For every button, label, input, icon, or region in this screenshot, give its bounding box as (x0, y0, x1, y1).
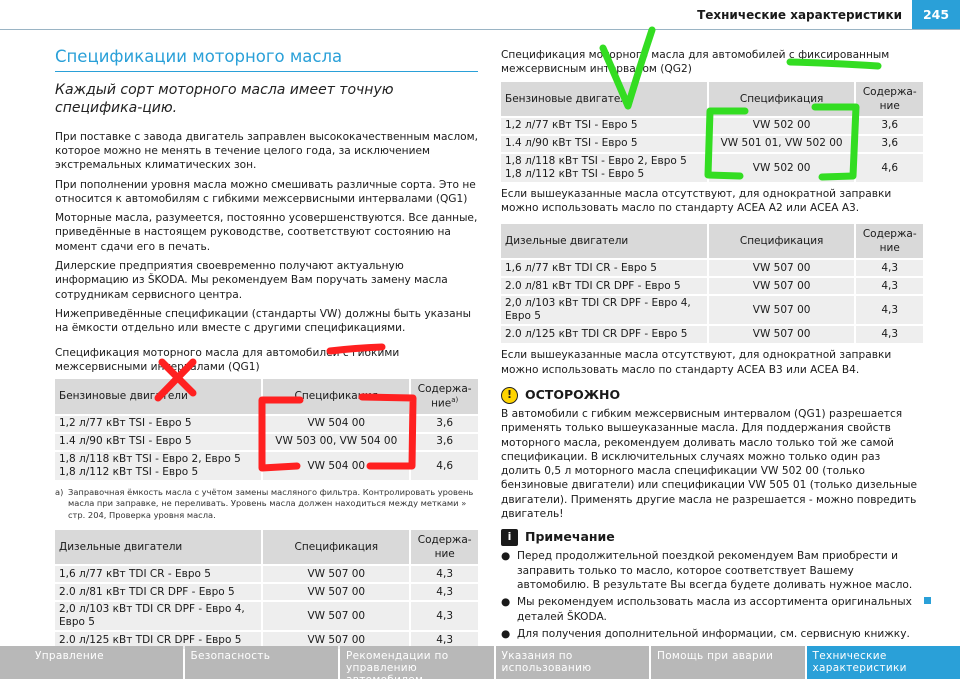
table-row (55, 601, 478, 631)
table-row (501, 117, 923, 135)
column-header: Дизельные двигатели (501, 224, 708, 259)
table-cell: 3,6 (855, 135, 923, 153)
table-row (501, 259, 923, 277)
table-cell: VW 507 00 (708, 259, 856, 277)
table-cell: VW 501 01, VW 502 00 (708, 135, 856, 153)
table-row (55, 433, 478, 451)
diesel-table-qg1 (55, 530, 478, 650)
table-cell: VW 502 00 (708, 153, 856, 182)
tab-usage[interactable]: Указания по использованию (496, 646, 650, 679)
paragraph: Нижеприведённые спецификации (стандарты VW) должны быть указаны на ёмкости отдельно или вместе с другими спецификациями. (55, 307, 478, 336)
table-header-row (501, 224, 923, 259)
table-cell: 2,0 л/103 кВт TDI CR DPF - Евро 4, Евро 5 (55, 601, 262, 631)
right-column (501, 48, 923, 641)
section-end-marker (924, 597, 931, 604)
table-cell: VW 504 00 (262, 451, 410, 480)
section-title: Технические характеристики (697, 7, 902, 23)
tab-control[interactable]: Управление (0, 646, 183, 679)
table-cell: 1.4 л/90 кВт TSI - Евро 5 (501, 135, 708, 153)
tab-safety[interactable]: Безопасность (185, 646, 339, 679)
table-cell: 4,3 (410, 631, 478, 649)
footer-nav (0, 646, 960, 679)
list-item (501, 595, 923, 624)
column-header: Бензиновые двигатели (501, 82, 708, 117)
table-cell: VW 502 00 (708, 117, 856, 135)
paragraph: При поставке с завода двигатель заправлен высококачественным маслом, которое можно не менять в течение целого года, за исключением экстремальных климатических зон. (55, 130, 478, 173)
table-row (501, 153, 923, 182)
column-header: Содержа-ние (855, 224, 923, 259)
table-cell: VW 507 00 (262, 601, 410, 631)
table-row (501, 325, 923, 343)
table-cell: 4,3 (410, 565, 478, 583)
note-title: Примечание (525, 529, 615, 546)
tab-driving-tips[interactable]: Рекомендации по управлению автомобилем (340, 646, 494, 679)
table-cell: VW 504 00 (262, 415, 410, 433)
left-column (55, 46, 478, 649)
diesel-note: Если вышеуказанные масла отсутствуют, для однократной заправки можно использовать масло по стандарту ACEA B3 или ACEA B4. (501, 348, 923, 377)
table-cell: 1,2 л/77 кВт TSI - Евро 5 (501, 117, 708, 135)
warning-heading (501, 387, 923, 404)
petrol-table-qg1 (55, 379, 478, 480)
column-header: Содержа-ние (855, 82, 923, 117)
page-subtitle: Каждый сорт моторного масла имеет точную специфика-цию. (55, 81, 478, 117)
table-cell: 2,0 л/103 кВт TDI CR DPF - Евро 4, Евро 5 (501, 295, 708, 325)
tab-technical-data[interactable]: Технические характеристики (807, 646, 960, 679)
warning-icon: ! (501, 387, 518, 404)
table-cell: 3,6 (410, 415, 478, 433)
table-cell: VW 507 00 (262, 565, 410, 583)
page-title: Спецификации моторного масла (55, 46, 478, 72)
column-header: Бензиновые двигатели (55, 379, 262, 415)
bullet-text: Мы рекомендуем использовать масла из ассортимента оригинальных деталей ŠKODA. (517, 595, 923, 624)
table-cell: VW 507 00 (262, 631, 410, 649)
table-row (55, 583, 478, 601)
table-caption-qg2: Спецификация моторного масла для автомобилей с фиксированным межсервисным интервалом (QG2) (501, 48, 923, 77)
table-cell: 1,2 л/77 кВт TSI - Евро 5 (55, 415, 262, 433)
table-row (55, 451, 478, 480)
table-cell: VW 507 00 (708, 295, 856, 325)
table-row (501, 295, 923, 325)
list-item (501, 549, 923, 592)
table-row (501, 135, 923, 153)
bullet-text: Перед продолжительной поездкой рекомендуем Вам приобрести и заправить только то масло, которое соответствует Вашему автомобилю. В результате Вы всегда будете доливать нужное масло. (517, 549, 923, 592)
table-cell: VW 507 00 (708, 277, 856, 295)
warning-title: ОСТОРОЖНО (525, 387, 620, 404)
table-row (501, 277, 923, 295)
table-row (55, 565, 478, 583)
diesel-table-qg2 (501, 224, 923, 344)
table-row (55, 415, 478, 433)
table-cell: 3,6 (410, 433, 478, 451)
table-cell: 2.0 л/125 кВт TDI CR DPF - Евро 5 (501, 325, 708, 343)
table-cell: 4,3 (410, 583, 478, 601)
page-number: 245 (912, 0, 960, 30)
table-cell: 1.4 л/90 кВт TSI - Евро 5 (55, 433, 262, 451)
table-cell: 4,3 (855, 325, 923, 343)
table-cell: 4,6 (855, 153, 923, 182)
list-item (501, 627, 923, 641)
table-cell: 4,3 (410, 601, 478, 631)
table-header-row (55, 530, 478, 565)
table-cell: 1,8 л/118 кВт TSI - Евро 2, Евро 5 1,8 л/112 кВт TSI - Евро 5 (501, 153, 708, 182)
column-header: Спецификация (262, 530, 410, 565)
table-cell: 1,6 л/77 кВт TDI CR - Евро 5 (55, 565, 262, 583)
table-cell: 4,3 (855, 295, 923, 325)
table-header-row (501, 82, 923, 117)
column-header: Спецификация (708, 82, 856, 117)
footnote (55, 487, 478, 521)
header-divider (0, 29, 960, 30)
column-header: Спецификация (708, 224, 856, 259)
table-cell: 3,6 (855, 117, 923, 135)
column-header: Дизельные двигатели (55, 530, 262, 565)
table-cell: 1,8 л/118 кВт TSI - Евро 2, Евро 5 1,8 л/112 кВт TSI - Евро 5 (55, 451, 262, 480)
table-cell: 4,3 (855, 259, 923, 277)
info-icon: i (501, 529, 518, 546)
paragraph: Дилерские предприятия своевременно получают актуальную информацию из ŠKODA. Мы рекомендуем Вам поручать замену масла сотрудникам сервисного центра. (55, 259, 478, 302)
bullet-text: Для получения дополнительной информации, см. сервисную книжку. (517, 627, 910, 641)
table-cell: 2.0 л/81 кВт TDI CR DPF - Евро 5 (55, 583, 262, 601)
table-header-row (55, 379, 478, 415)
paragraph: Моторные масла, разумеется, постоянно усовершенствуются. Все данные, приведённые в настоящем руководстве, соответствуют состоянию на момент сдачи его в печать. (55, 211, 478, 254)
table-cell: 4,3 (855, 277, 923, 295)
table-cell: 2.0 л/125 кВт TDI CR DPF - Евро 5 (55, 631, 262, 649)
column-header: Спецификация (262, 379, 410, 415)
petrol-table-qg2 (501, 82, 923, 183)
table-cell: 2.0 л/81 кВт TDI CR DPF - Евро 5 (501, 277, 708, 295)
column-header: Содержа-ние (410, 530, 478, 565)
bullet-dot: ● (501, 595, 517, 624)
footnote-mark: a) (55, 487, 65, 521)
table-cell: VW 507 00 (708, 325, 856, 343)
footnote-text: Заправочная ёмкость масла с учётом замены масляного фильтра. Контролировать уровень масла при заправке, не переливать. Уровень масла должен находиться между метками » стр. 204, Проверка уровня масла. (68, 487, 478, 521)
warning-text: В автомобили с гибким межсервисным интервалом (QG1) разрешается применять только вышеуказанные масла. Для поддержания свойств моторного масла, рекомендуем доливать масло только той же самой спецификации. В исключительных случаях можно только один раз долить 0,5 л моторного масла спецификации VW 502 00 (только бензиновые двигатели) или спецификации VW 505 01 (только дизельные двигатели). Применять другие масла не разрешается - можно повредить двигатель! (501, 407, 923, 521)
column-header: Содержа-ние$^{a)}$ (410, 379, 478, 415)
tab-emergency[interactable]: Помощь при аварии (651, 646, 805, 679)
page-header (0, 0, 960, 30)
table-cell: 1,6 л/77 кВт TDI CR - Евро 5 (501, 259, 708, 277)
note-heading (501, 529, 923, 546)
table-cell: VW 503 00, VW 504 00 (262, 433, 410, 451)
bullet-dot: ● (501, 549, 517, 592)
table-caption-qg1: Спецификация моторного масла для автомобилей с гибкими межсервисными интервалами (QG1) (55, 346, 478, 375)
table-cell: VW 507 00 (262, 583, 410, 601)
bullet-dot: ● (501, 627, 517, 641)
petrol-note: Если вышеуказанные масла отсутствуют, для однократной заправки можно использовать масло по стандарту ACEA A2 или ACEA A3. (501, 187, 923, 216)
table-cell: 4,6 (410, 451, 478, 480)
paragraph: При пополнении уровня масла можно смешивать различные сорта. Это не относится к автомобилям с гибкими межсервисными интервалами (QG1) (55, 178, 478, 207)
